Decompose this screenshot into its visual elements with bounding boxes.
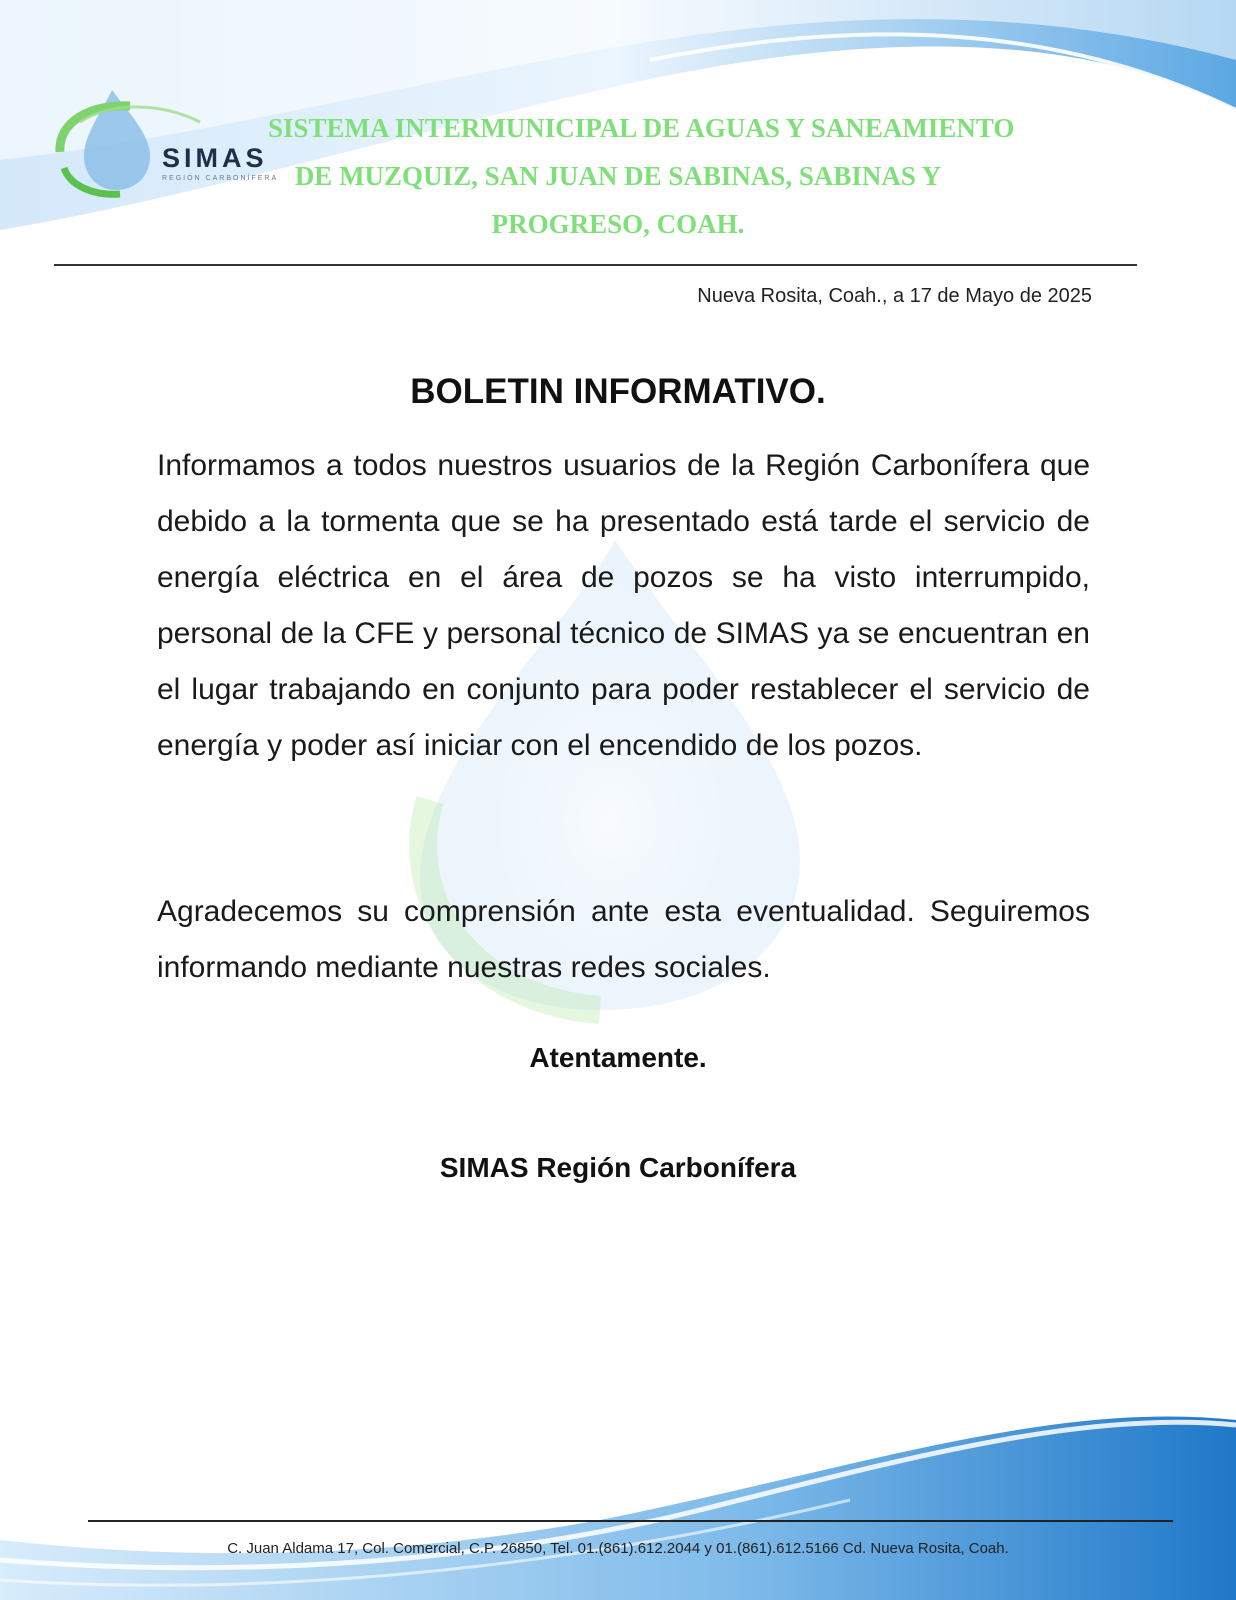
logo-subtitle: REGIÓN CARBONÍFERA xyxy=(162,175,279,182)
organization-title xyxy=(268,104,1015,248)
closing-salutation: Atentamente. xyxy=(529,1042,707,1073)
body-paragraph: Agradecemos su comprensión ante esta eventualidad. Seguiremos informando mediante nuestras redes sociales. xyxy=(157,895,1090,984)
footer-address: C. Juan Aldama 17, Col. Comercial, C.P. 26850, Tel. 01.(861).612.2044 y 01.(861).612.5166 Cd. Nueva Rosita, Coah. xyxy=(227,1540,1009,1557)
body-paragraph: Informamos a todos nuestros usuarios de la Región Carbonífera que debido a la tormenta que se ha presentado está tarde el servicio de energía eléctrica en el área de pozos se ha visto interrumpido, personal de la CFE y personal técnico de SIMAS ya se encuentran en el lugar trabajando en conjunto para poder restablecer el servicio de energía y poder así iniciar con el encendido de los pozos. xyxy=(157,449,1090,762)
footer-divider xyxy=(88,1520,1173,1522)
org-title-line: PROGRESO, COAH. xyxy=(491,209,745,239)
date-line: Nueva Rosita, Coah., a 17 de Mayo de 2025 xyxy=(697,285,1092,307)
simas-logo-drop-icon xyxy=(50,82,290,202)
header-divider xyxy=(54,264,1137,266)
signature: SIMAS Región Carbonífera xyxy=(439,1152,797,1183)
bulletin-title: BOLETIN INFORMATIVO. xyxy=(410,372,826,411)
org-title-line: SISTEMA INTERMUNICIPAL DE AGUAS Y SANEAMIENTO xyxy=(268,113,1015,143)
org-title-line: DE MUZQUIZ, SAN JUAN DE SABINAS, SABINAS Y xyxy=(294,161,942,191)
logo-wordmark: SIMAS xyxy=(162,143,268,173)
